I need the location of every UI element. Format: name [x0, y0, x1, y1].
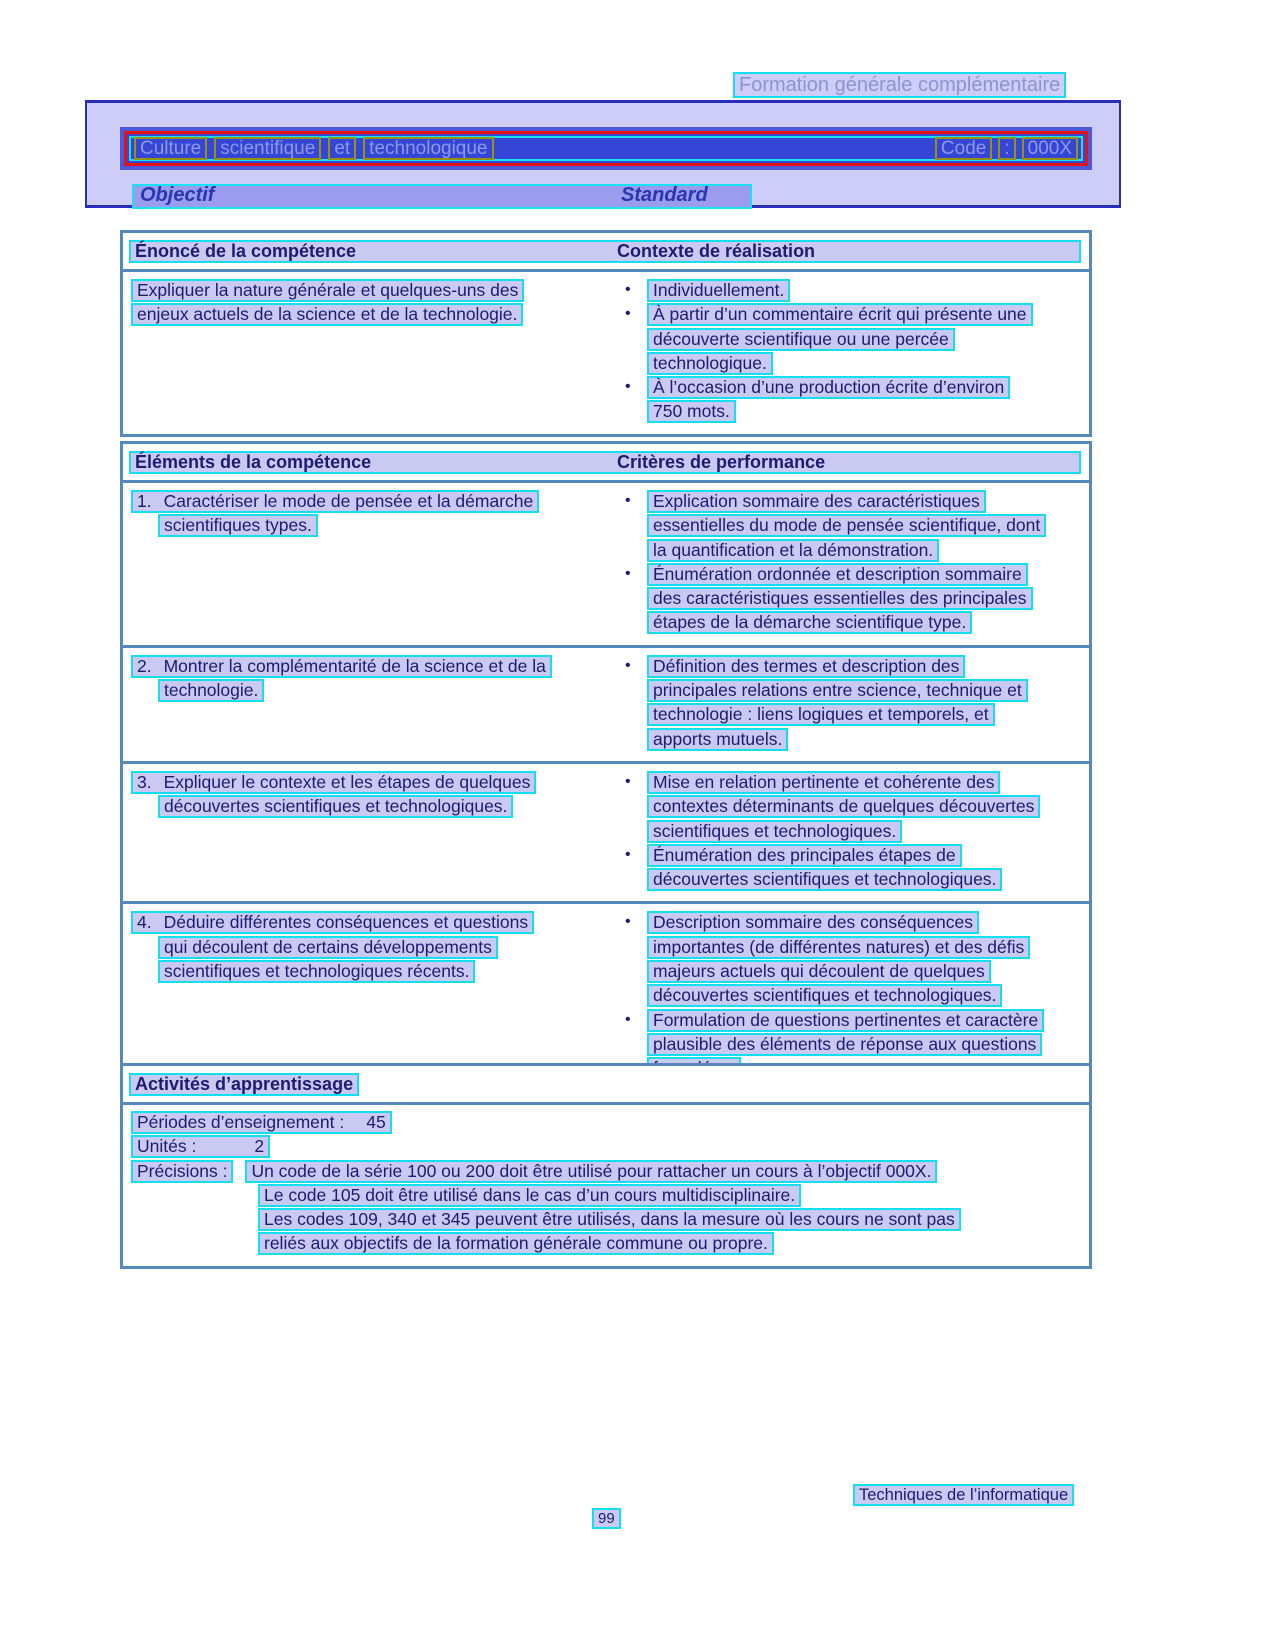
bullet-icon: [625, 563, 647, 583]
text-line: Formulation de questions pertinentes et caractère: [647, 1009, 1044, 1032]
text-line: découvertes scientifiques et technologiques.: [647, 868, 1002, 891]
text-line: 1. Caractériser le mode de pensée et la démarche: [131, 490, 539, 513]
elements-table-header: [123, 444, 1089, 483]
item-number: 3.: [137, 771, 152, 792]
text-line: Individuellement.: [647, 279, 790, 302]
course-title: [134, 137, 501, 160]
course-code-word: :: [998, 137, 1015, 160]
course-title-word: scientifique: [214, 137, 321, 160]
item-number: 1.: [137, 491, 152, 511]
bullet-icon: [625, 490, 647, 510]
text-line: découvertes scientifiques et technologiques.: [647, 984, 1002, 1007]
text-line: contextes déterminants de quelques découvertes: [647, 795, 1040, 818]
bullet-icon: [625, 279, 647, 299]
text-line: Énumération des principales étapes de: [647, 844, 962, 867]
text-line: technologie : liens logiques et temporels, et: [647, 703, 995, 726]
text-line: [131, 1135, 270, 1158]
text-line: 2. Montrer la complémentarité de la science et de la: [131, 655, 552, 678]
title-box: [85, 100, 1121, 208]
course-title-word: et: [328, 137, 356, 160]
periodes-row: [131, 1111, 1089, 1135]
competence-table: [120, 230, 1092, 437]
text-line: importantes (de différentes natures) et des défis: [647, 936, 1030, 959]
text-line: des caractéristiques essentielles des principales: [647, 587, 1033, 610]
critere-cell: [615, 483, 1089, 645]
text-line: Un code de la série 100 ou 200 doit être utilisé pour rattacher un cours à l’objectif 000X.: [245, 1160, 937, 1183]
elements-table: [120, 441, 1092, 1094]
header-row-highlight: [129, 240, 1081, 263]
text-line: technologique.: [647, 352, 773, 375]
item-number: 2.: [137, 655, 152, 676]
bullet-icon: [625, 655, 647, 675]
element-cell: [123, 483, 615, 645]
text-line: apports mutuels.: [647, 728, 788, 751]
text-line: scientifiques et technologiques récents.: [158, 960, 475, 983]
text-line: Énumération ordonnée et description sommaire: [647, 563, 1028, 586]
text-line: Explication sommaire des caractéristiques: [647, 490, 986, 513]
text-line: 4. Déduire différentes conséquences et questions: [131, 911, 534, 934]
text-line: enjeux actuels de la science et de la technologie.: [131, 303, 523, 326]
text-line: Expliquer la nature générale et quelques-uns des: [131, 279, 524, 302]
competence-table-header: [123, 233, 1089, 272]
table-row: [123, 645, 1089, 761]
text-line: Mise en relation pertinente et cohérente des: [647, 771, 1000, 794]
course-banner-line: [129, 136, 1083, 161]
course-code: [929, 137, 1078, 160]
critere-cell: [615, 764, 1089, 901]
section-label-objectif: Objectif: [140, 184, 215, 206]
enonce-cell: [123, 272, 615, 434]
text-line: principales relations entre science, technique et: [647, 679, 1028, 702]
contexte-cell: [615, 272, 1089, 434]
header-enonce: Énoncé de la compétence: [135, 240, 357, 261]
precisions-row: [131, 1160, 1089, 1184]
periodes-label: Périodes d’enseignement :: [137, 1112, 345, 1132]
running-header-text: Formation générale complémentaire: [733, 72, 1066, 98]
footer-program: [853, 1484, 1074, 1506]
periodes-value: 45: [366, 1112, 386, 1132]
text-line: étapes de la démarche scientifique type.: [647, 611, 972, 634]
course-code-word: Code: [935, 137, 992, 160]
activities-table: [120, 1063, 1092, 1269]
element-cell: [123, 648, 615, 761]
element-cell: [123, 764, 615, 901]
bullet-icon: [625, 911, 647, 931]
unites-row: [131, 1135, 1089, 1159]
page-number-text: 99: [592, 1508, 621, 1529]
header-activites: Activités d’apprentissage: [129, 1073, 359, 1096]
text-line: découverte scientifique ou une percée: [647, 328, 955, 351]
header-row-highlight: [129, 451, 1081, 474]
text-line: qui découlent de certains développements: [158, 936, 498, 959]
course-banner-frame: [124, 131, 1088, 166]
table-row: [123, 483, 1089, 645]
course-title-word: technologique: [363, 137, 493, 160]
table-row: [123, 761, 1089, 901]
text-line: À l’occasion d’une production écrite d’environ: [647, 376, 1010, 399]
bullet-icon: [625, 844, 647, 864]
text-line: Les codes 109, 340 et 345 peuvent être utilisés, dans la mesure où les cours ne sont pas: [258, 1208, 961, 1231]
text-line: découvertes scientifiques et technologiques.: [158, 795, 513, 818]
course-banner: [120, 127, 1092, 170]
header-elements: Éléments de la compétence: [135, 451, 372, 472]
unites-value: 2: [254, 1136, 265, 1157]
item-number: 4.: [137, 912, 152, 933]
header-criteres: Critères de performance: [617, 451, 826, 472]
text-line: majeurs actuels qui découlent de quelques: [647, 960, 991, 983]
text-line: À partir d’un commentaire écrit qui présente une: [647, 303, 1033, 326]
bullet-icon: [625, 376, 647, 396]
competence-table-body: [123, 272, 1089, 434]
bullet-icon: [625, 771, 647, 791]
activities-table-body: [123, 1105, 1089, 1266]
course-code-word: 000X: [1022, 137, 1078, 160]
section-label-band: [132, 184, 752, 209]
footer-program-text: Techniques de l’informatique: [853, 1484, 1074, 1506]
critere-cell: [615, 648, 1089, 761]
text-line: [131, 1111, 392, 1134]
precisions-label: Précisions :: [131, 1160, 233, 1183]
text-line: scientifiques et technologiques.: [647, 820, 902, 843]
text-line: Description sommaire des conséquences: [647, 911, 979, 934]
text-line: reliés aux objectifs de la formation générale commune ou propre.: [258, 1232, 774, 1255]
course-title-word: Culture: [134, 137, 207, 160]
header-contexte: Contexte de réalisation: [617, 240, 816, 261]
text-line: plausible des éléments de réponse aux questions: [647, 1033, 1042, 1056]
bullet-icon: [625, 303, 647, 323]
page-number: [592, 1508, 621, 1529]
running-header: [733, 72, 1066, 98]
unites-label: Unités :: [137, 1136, 197, 1157]
text-line: Définition des termes et description des: [647, 655, 965, 678]
text-line: 750 mots.: [647, 400, 736, 423]
text-line: 3. Expliquer le contexte et les étapes de quelques: [131, 771, 536, 794]
text-line: Le code 105 doit être utilisé dans le cas d’un cours multidisciplinaire.: [258, 1184, 801, 1207]
text-line: technologie.: [158, 679, 264, 702]
activities-table-header: [123, 1066, 1089, 1105]
section-label-standard: Standard: [621, 184, 708, 206]
text-line: essentielles du mode de pensée scientifique, dont: [647, 514, 1046, 537]
text-line: scientifiques types.: [158, 514, 318, 537]
bullet-icon: [625, 1009, 647, 1029]
text-line: la quantification et la démonstration.: [647, 539, 939, 562]
